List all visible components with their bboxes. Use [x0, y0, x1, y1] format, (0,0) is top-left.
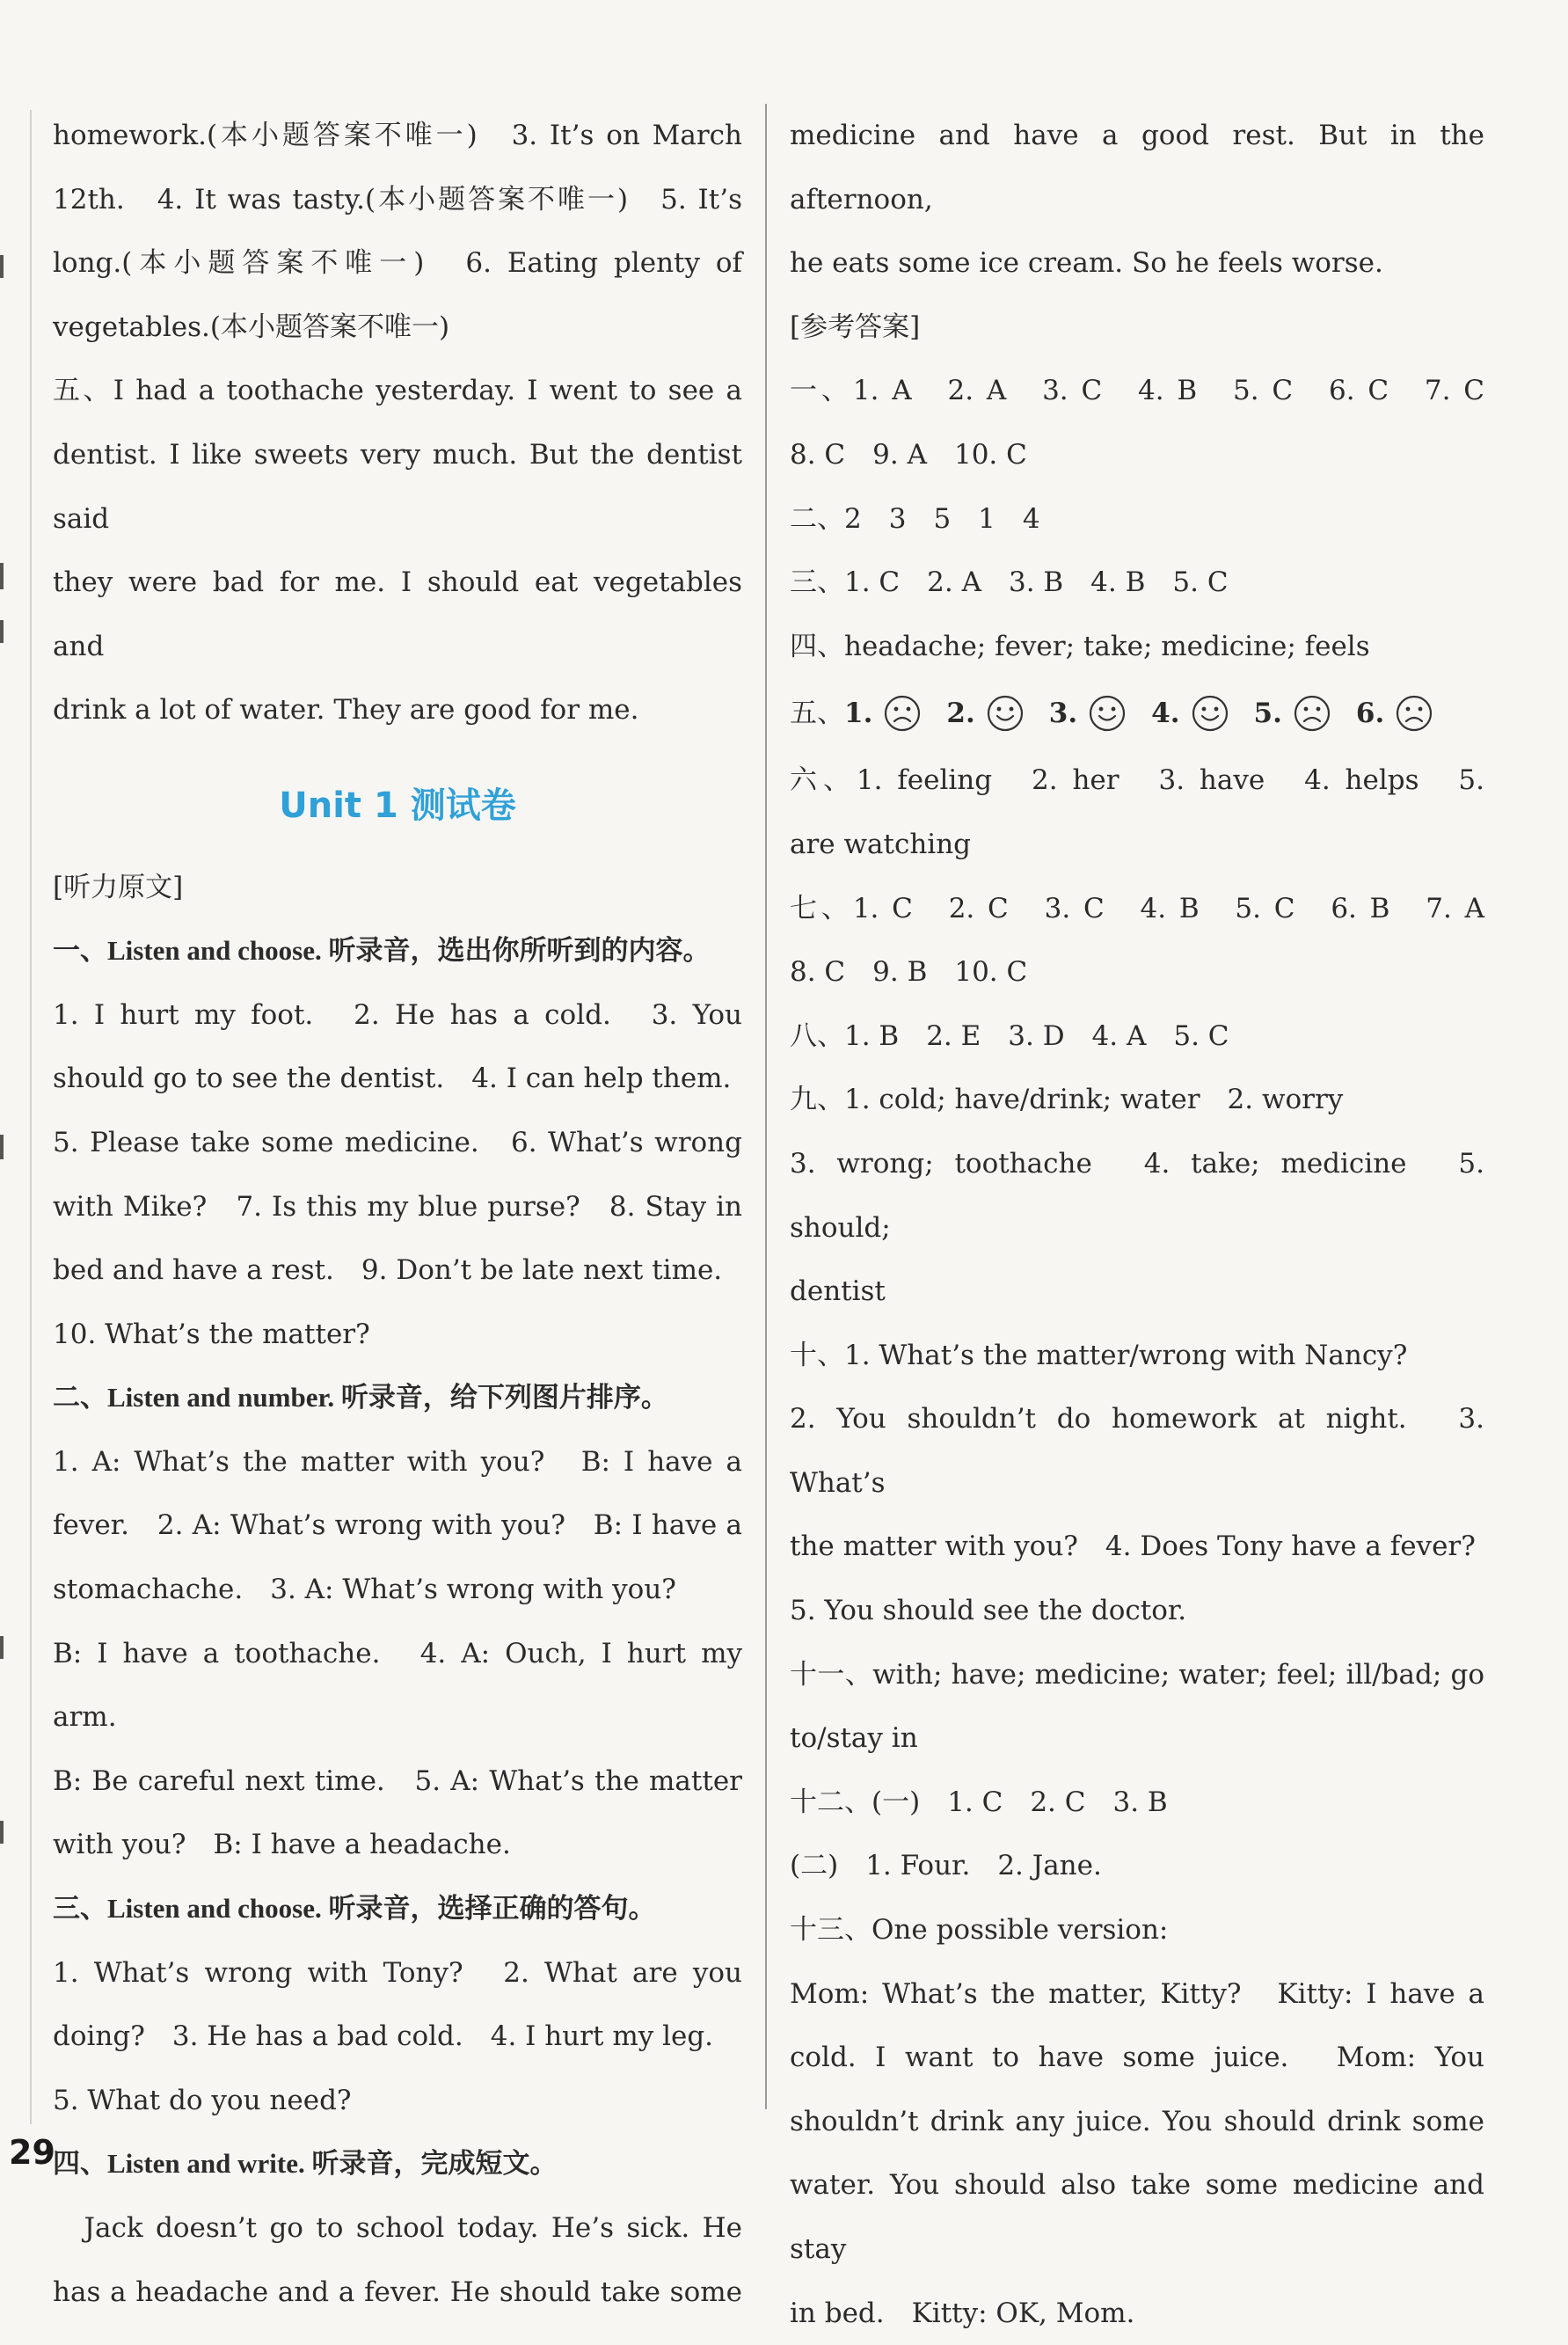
smiley-face-icon: [986, 694, 1025, 733]
face-answer: [946, 678, 1024, 749]
face-number: 1.: [844, 698, 873, 730]
text-line: 8. C 9. A 10. C: [790, 438, 1027, 471]
left-column: [53, 104, 751, 2324]
faces-prefix: 五、: [790, 698, 844, 730]
edge-mark: [0, 255, 4, 278]
section-label-answers: [参考答案]: [790, 310, 921, 343]
text-line: 10. What’s the matter?: [53, 1318, 370, 1350]
sad-face-icon: [883, 694, 922, 733]
text-line: 1. What’s wrong with Tony? 2. What are you: [53, 1956, 742, 1989]
text-line: doing? 3. He has a bad cold. 4. I hurt my leg.: [53, 2020, 714, 2053]
text-line: has a headache and a fever. He should take some: [53, 2276, 742, 2308]
column-divider: [765, 104, 767, 2109]
text-line: 二、2 3 5 1 4: [790, 502, 1040, 535]
section-heading: 二、Listen and number. 听录音，给下列图片排序。: [53, 1382, 668, 1414]
text-line: drink a lot of water. They are good for me.: [53, 694, 639, 727]
smiley-face-icon: [1191, 694, 1229, 733]
text-line: B: I have a toothache. 4. A: Ouch, I hurt my arm.: [53, 1637, 751, 1734]
text-line: vegetables.(本小题答案不唯一): [53, 310, 450, 343]
text-line: should go to see the dentist. 4. I can help them.: [53, 1063, 732, 1095]
left-top-lines: [53, 104, 751, 742]
face-answer: [1049, 678, 1127, 749]
text-line: 十二、(一) 1. C 2. C 3. B: [790, 1786, 1168, 1818]
text-line: 十一、with; have; medicine; water; feel; ill/bad; go: [790, 1658, 1484, 1691]
text-line: Mom: What’s the matter, Kitty? Kitty: I have a: [790, 1977, 1484, 2010]
text-line: 3. wrong; toothache 4. take; medicine 5. should;: [790, 1147, 1493, 1244]
edge-mark: [0, 1636, 4, 1659]
text-line: 5. Please take some medicine. 6. What’s wrong: [53, 1126, 742, 1158]
text-line: 三、1. C 2. A 3. B 4. B 5. C: [790, 566, 1229, 599]
text-line: with Mike? 7. Is this my blue purse? 8. Stay in: [53, 1190, 742, 1223]
text-line: 一、1. A 2. A 3. C 4. B 5. C 6. C 7. C: [790, 375, 1484, 407]
face-answer: [844, 678, 922, 749]
answer-key-part-b: [790, 749, 1493, 2345]
text-line: are watching: [790, 828, 972, 860]
text-line: (二) 1. Four. 2. Jane.: [790, 1850, 1102, 1882]
face-number: 4.: [1151, 698, 1180, 730]
text-line: 十、1. What’s the matter/wrong with Nancy?: [790, 1339, 1408, 1371]
text-line: 七、1. C 2. C 3. C 4. B 5. C 6. B 7. A: [790, 892, 1484, 924]
face-number: 5.: [1253, 698, 1282, 730]
sad-face-icon: [1395, 694, 1433, 733]
text-line: he eats some ice cream. So he feels worse.: [790, 247, 1383, 280]
text-line: medicine and have a good rest. But in the afternoon,: [790, 120, 1493, 216]
text-line: dentist: [790, 1275, 886, 1308]
text-line: with you? B: I have a headache.: [53, 1829, 511, 1861]
text-line: dentist. I like sweets very much. But the dentist said: [53, 438, 751, 535]
binding-margin-line: [30, 110, 32, 2124]
text-line: stomachache. 3. A: What’s wrong with you?: [53, 1574, 676, 1606]
section-heading: 四、Listen and write. 听录音，完成短文。: [53, 2148, 558, 2180]
text-line: 四、headache; fever; take; medicine; feels: [790, 630, 1370, 662]
unit-title: Unit 1 测试卷: [279, 785, 516, 826]
text-line: they were bad for me. I should eat vegetables and: [53, 566, 751, 662]
face-answer: [1151, 678, 1229, 749]
section-heading: 三、Listen and choose. 听录音，选择正确的答句。: [53, 1893, 656, 1925]
text-line: Jack doesn’t go to school today. He’s sick. He: [53, 2212, 742, 2244]
text-line: B: Be careful next time. 5. A: What’s the matter: [53, 1764, 742, 1797]
edge-mark: [0, 1135, 4, 1159]
sad-face-icon: [1293, 694, 1331, 733]
text-line: cold. I want to have some juice. Mom: You: [790, 2042, 1484, 2074]
face-answers-row: [790, 678, 1484, 749]
text-line: 六、1. feeling 2. her 3. have 4. helps 5.: [790, 764, 1484, 797]
text-line: in bed. Kitty: OK, Mom.: [790, 2297, 1135, 2329]
right-column: [790, 104, 1493, 2345]
text-line: long.(本小题答案不唯一) 6. Eating plenty of: [53, 247, 742, 280]
face-answer: [1254, 678, 1331, 749]
text-line: 1. A: What’s the matter with you? B: I have a: [53, 1445, 742, 1478]
text-line: fever. 2. A: What’s wrong with you? B: I have a: [53, 1509, 742, 1542]
edge-mark: [0, 620, 4, 643]
text-line: 5. You should see the doctor.: [790, 1595, 1187, 1627]
text-line: 八、1. B 2. E 3. D 4. A 5. C: [790, 1019, 1229, 1052]
answer-key-part-a: [790, 359, 1484, 678]
face-answer: [1356, 678, 1433, 749]
face-number: 2.: [946, 698, 975, 730]
text-line: 十三、One possible version:: [790, 1914, 1169, 1947]
text-line: to/stay in: [790, 1722, 918, 1755]
text-line: 2. You shouldn’t do homework at night. 3. What’s: [790, 1403, 1493, 1499]
text-line: 12th. 4. It was tasty.(本小题答案不唯一) 5. It’s: [53, 183, 742, 216]
text-line: shouldn’t drink any juice. You should drink some: [790, 2105, 1484, 2137]
text-line: 九、1. cold; have/drink; water 2. worry: [790, 1084, 1344, 1116]
text-line: homework.(本小题答案不唯一) 3. It’s on March: [53, 120, 742, 151]
face-number: 6.: [1355, 698, 1385, 730]
text-line: water. You should also take some medicine and stay: [790, 2169, 1493, 2265]
text-line: 五、I had a toothache yesterday. I went to see a: [53, 375, 742, 407]
edge-mark: [0, 563, 4, 589]
text-line: the matter with you? 4. Does Tony have a fever?: [790, 1530, 1476, 1563]
section-label-listening: [听力原文]: [53, 871, 184, 903]
page-number: 29: [9, 2133, 55, 2172]
text-line: 8. C 9. B 10. C: [790, 956, 1028, 989]
face-number: 3.: [1048, 698, 1078, 730]
edge-mark: [0, 1821, 4, 1844]
smiley-face-icon: [1088, 694, 1127, 733]
text-line: 5. What do you need?: [53, 2084, 352, 2116]
listening-script: [53, 919, 751, 2324]
section-heading: 一、Listen and choose. 听录音，选出你所听到的内容。: [53, 935, 711, 967]
text-line: bed and have a rest. 9. Don’t be late next time.: [53, 1254, 723, 1287]
text-line: 1. I hurt my foot. 2. He has a cold. 3. You: [53, 998, 742, 1031]
